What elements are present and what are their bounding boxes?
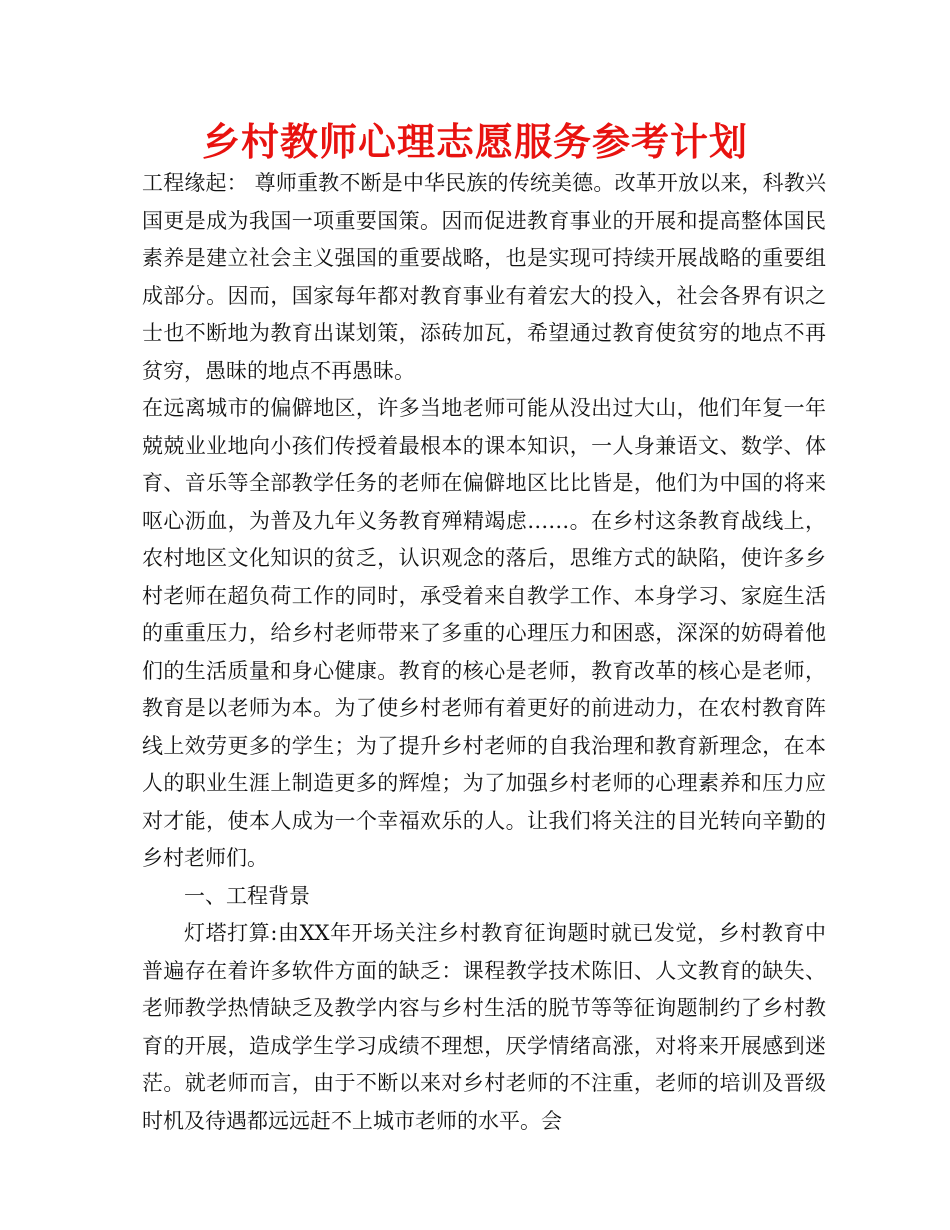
paragraph-origin: 工程缘起： 尊师重教不断是中华民族的传统美德。改革开放以来，科教兴国更是成为我国一项重要国策。因而促进教育事业的开展和提高整体国民素养是建立社会主义强国的重要战略，也是实现可持续开展战略的重要组成部分。因而，国家每年都对教育事业有着宏大的投入，社会各界有识之士也不断地为教育出谋划策，添砖加瓦，希望通过教育使贫穷的地点不再贫穷，愚昧的地点不再愚昧。 xyxy=(142,171,826,383)
section-heading-background: 一、工程背景 xyxy=(184,883,310,908)
paragraph-remote-areas: 在远离城市的偏僻地区，许多当地老师可能从没出过大山，他们年复一年兢兢业业地向小孩们传授着最根本的课本知识，一人身兼语文、数学、体育、音乐等全部教学任务的老师在偏僻地区比比皆是，他们为中国的将来呕心沥血，为普及九年义务教育殚精竭虑……。在乡村这条教育战线上，农村地区文化知识的贫乏，认识观念的落后，思维方式的缺陷，使许多乡村老师在超负荷工作的同时，承受着来自教学工作、本身学习、家庭生活的重重压力，给乡村老师带来了多重的心理压力和困惑，深深的妨碍着他们的生活质量和身心健康。教育的核心是老师，教育改革的核心是老师，教育是以老师为本。为了使乡村老师有着更好的前进动力，在农村教育阵线上效劳更多的学生；为了提升乡村老师的自我治理和教育新理念，在本人的职业生涯上制造更多的辉煌；为了加强乡村老师的心理素养和压力应对才能，使本人成为一个幸福欢乐的人。让我们将关注的目光转向辛勤的乡村老师们。 xyxy=(142,396,826,870)
document-title: 乡村教师心理志愿服务参考计划 xyxy=(201,120,748,164)
document-body xyxy=(142,165,826,1140)
paragraph-lighthouse-plan: 灯塔打算:由XX年开场关注乡村教育征询题时就已发觉，乡村教育中普遍存在着许多软件方面的缺乏：课程教学技术陈旧、人文教育的缺失、老师教学热情缺乏及教学内容与乡村生活的脱节等等征询题制约了乡村教育的开展，造成学生学习成绩不理想，厌学情绪高涨，对将来开展感到迷茫。就老师而言，由于不断以来对乡村老师的不注重，老师的培训及晋级时机及待遇都远远赶不上城市老师的水平。会 xyxy=(142,921,826,1133)
